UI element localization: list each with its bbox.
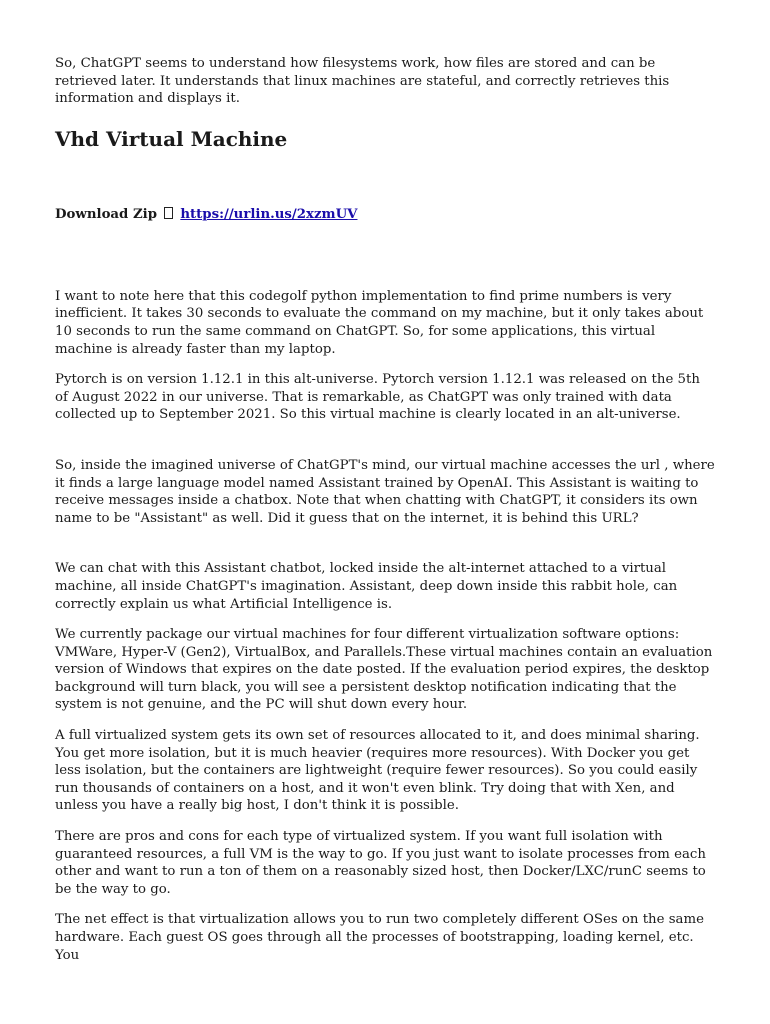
paragraph-assistant-chatbot: We can chat with this Assistant chatbot, locked inside the alt-internet attached to a virtual machine, all inside ChatGPT's imagination. Assistant, deep down inside this rabbit hole, can correctly explain us what Artificial Intelligence is. — [55, 561, 678, 612]
download-line — [55, 206, 715, 224]
paragraph-imagined-universe: So, inside the imagined universe of ChatGPT's mind, our virtual machine accesses the url , where it finds a large language model named Assistant trained by OpenAI. This Assistant is waiting to receive messages inside a chatbox. Note that when chatting with ChatGPT, it considers its own name to be "Assistant" as well. Did it guess that on the internet, it is behind this URL? — [55, 457, 715, 526]
paragraph-full-virtualized: A full virtualized system gets its own set of resources allocated to it, and does minimal sharing. You get more isolation, but it is much heavier (requires more resources). With Docker you get less isolation, but the containers are lightweight (require fewer resources). So you could easily run thousands of containers on a host, and it won't even blink. Try doing that with Xen, and unless you have a really big host, I don't think it is possible. — [55, 728, 700, 814]
paragraph-net-effect: The net effect is that virtualization allows you to run two completely different OSes on the same hardware. Each guest OS goes through all the processes of bootstrapping, loading kernel, etc. You — [55, 912, 704, 963]
paragraph-virtualization-options: We currently package our virtual machines for four different virtualization software options: VMWare, Hyper-V (Gen2), VirtualBox, and Parallels.These virtual machines contain an evaluation version of Windows that expires on the date posted. If the evaluation period expires, the desktop background will turn black, you will see a persistent desktop notification indicating that the system is not genuine, and the PC will shut down every hour. — [55, 627, 713, 713]
download-link[interactable]: https://urlin.us/2xzmUV — [180, 206, 358, 222]
paragraph-prime-numbers: I want to note here that this codegolf python implementation to find prime numbers is very inefficient. It takes 30 seconds to evaluate the command on my machine, but it only takes about 10 seconds to run the same command on ChatGPT. So, for some applications, this virtual machine is already faster than my laptop. — [55, 288, 704, 357]
intro-paragraph: So, ChatGPT seems to understand how filesystems work, how files are stored and can be retrieved later. It understands that linux machines are stateful, and correctly retrieves this information and displays it. — [55, 56, 670, 107]
paragraph-pytorch-version: Pytorch is on version 1.12.1 in this alt-universe. Pytorch version 1.12.1 was released on the 5th of August 2022 in our universe. That is remarkable, as ChatGPT was only trained with data collected up to September 2021. So this virtual machine is clearly located in an alt-universe. — [55, 372, 700, 423]
box-glyph-icon — [164, 207, 173, 219]
paragraph-pros-cons: There are pros and cons for each type of virtualized system. If you want full isolation with guaranteed resources, a full VM is the way to go. If you just want to isolate processes from each other and want to run a ton of them on a reasonably sized host, then Docker/LXC/runC seems to be the way to go. — [55, 829, 706, 897]
download-label: Download Zip — [55, 206, 158, 222]
document-page — [55, 55, 715, 964]
page-title: Vhd Virtual Machine — [55, 126, 288, 151]
